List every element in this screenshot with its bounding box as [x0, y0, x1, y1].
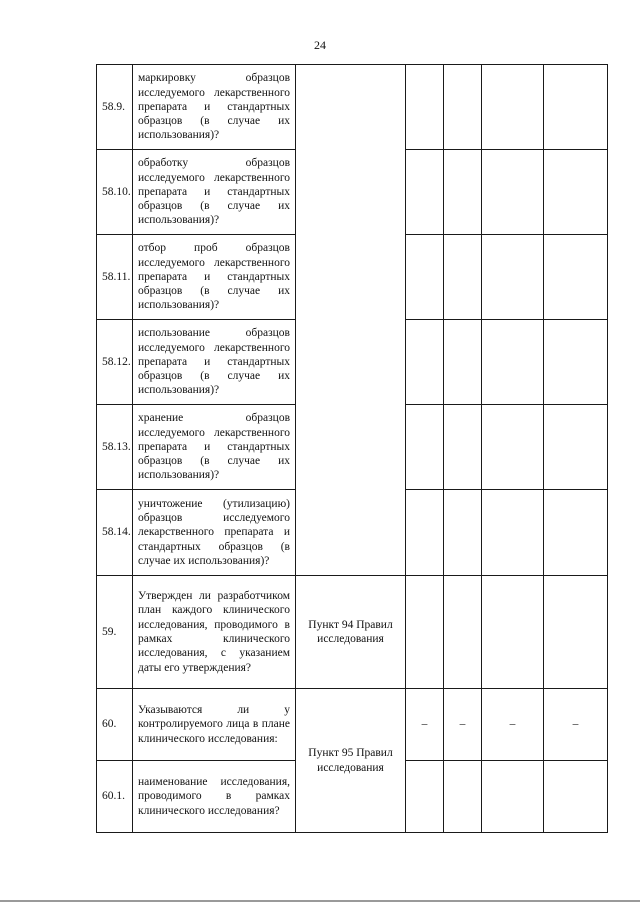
answer-cell-not-applicable[interactable]	[482, 490, 544, 576]
row-question: маркировку образцов исследуемого лекарственного препарата и стандартных образцов (в случае их использования)?	[133, 65, 296, 150]
answer-cell-note[interactable]	[544, 761, 608, 833]
row-number: 58.14.	[97, 490, 133, 576]
table-row	[97, 65, 608, 150]
answer-cell-no[interactable]	[444, 405, 482, 490]
row-question: использование образцов исследуемого лекарственного препарата и стандартных образцов (в случае их использования)?	[133, 320, 296, 405]
answer-cell-no[interactable]: –	[444, 689, 482, 761]
answer-cell-no[interactable]	[444, 576, 482, 689]
answer-cell-note[interactable]	[544, 235, 608, 320]
row-question: Указываются ли у контролируемого лица в плане клинического исследования:	[133, 689, 296, 761]
answer-cell-no[interactable]	[444, 490, 482, 576]
answer-cell-note[interactable]	[544, 320, 608, 405]
row-basis: Пункт 94 Правил исследования	[296, 576, 406, 689]
answer-cell-not-applicable[interactable]	[482, 235, 544, 320]
answer-cell-yes[interactable]: –	[406, 689, 444, 761]
answer-cell-note[interactable]	[544, 65, 608, 150]
answer-cell-not-applicable[interactable]	[482, 150, 544, 235]
answer-cell-not-applicable[interactable]: –	[482, 689, 544, 761]
answer-cell-note[interactable]	[544, 405, 608, 490]
row-question: наименование исследования, проводимого в рамках клинического исследования?	[133, 761, 296, 833]
row-basis: Пункт 95 Правил исследования	[296, 689, 406, 833]
row-number: 58.10.	[97, 150, 133, 235]
answer-cell-no[interactable]	[444, 235, 482, 320]
row-number: 58.9.	[97, 65, 133, 150]
answer-cell-note[interactable]	[544, 490, 608, 576]
row-question: уничтожение (утилизацию) образцов исследуемого лекарственного препарата и стандартных образцов (в случае их использования)?	[133, 490, 296, 576]
row-number: 60.1.	[97, 761, 133, 833]
row-basis-empty	[296, 65, 406, 576]
row-number: 58.12.	[97, 320, 133, 405]
answer-cell-no[interactable]	[444, 761, 482, 833]
page-number: 24	[314, 38, 326, 52]
answer-cell-yes[interactable]	[406, 150, 444, 235]
checklist-table	[96, 64, 608, 833]
answer-cell-no[interactable]	[444, 65, 482, 150]
answer-cell-yes[interactable]	[406, 761, 444, 833]
row-number: 58.13.	[97, 405, 133, 490]
table-row	[97, 576, 608, 689]
answer-cell-note[interactable]	[544, 576, 608, 689]
answer-cell-no[interactable]	[444, 320, 482, 405]
row-number: 58.11.	[97, 235, 133, 320]
answer-cell-yes[interactable]	[406, 320, 444, 405]
answer-cell-not-applicable[interactable]	[482, 320, 544, 405]
answer-cell-yes[interactable]	[406, 490, 444, 576]
answer-cell-not-applicable[interactable]	[482, 405, 544, 490]
answer-cell-note[interactable]: –	[544, 689, 608, 761]
answer-cell-not-applicable[interactable]	[482, 65, 544, 150]
row-question: обработку образцов исследуемого лекарственного препарата и стандартных образцов (в случае их использования)?	[133, 150, 296, 235]
row-question: отбор проб образцов исследуемого лекарственного препарата и стандартных образцов (в случае их использования)?	[133, 235, 296, 320]
table-row	[97, 689, 608, 761]
row-number: 59.	[97, 576, 133, 689]
answer-cell-not-applicable[interactable]	[482, 761, 544, 833]
answer-cell-yes[interactable]	[406, 405, 444, 490]
answer-cell-no[interactable]	[444, 150, 482, 235]
answer-cell-yes[interactable]	[406, 65, 444, 150]
row-question: хранение образцов исследуемого лекарственного препарата и стандартных образцов (в случае их использования)?	[133, 405, 296, 490]
scan-edge-line	[0, 900, 640, 902]
row-number: 60.	[97, 689, 133, 761]
answer-cell-yes[interactable]	[406, 235, 444, 320]
answer-cell-not-applicable[interactable]	[482, 576, 544, 689]
row-question: Утвержден ли разработчиком план каждого клинического исследования, проводимого в рамках клинического исследования, с указанием даты его утверждения?	[133, 576, 296, 689]
answer-cell-yes[interactable]	[406, 576, 444, 689]
answer-cell-note[interactable]	[544, 150, 608, 235]
